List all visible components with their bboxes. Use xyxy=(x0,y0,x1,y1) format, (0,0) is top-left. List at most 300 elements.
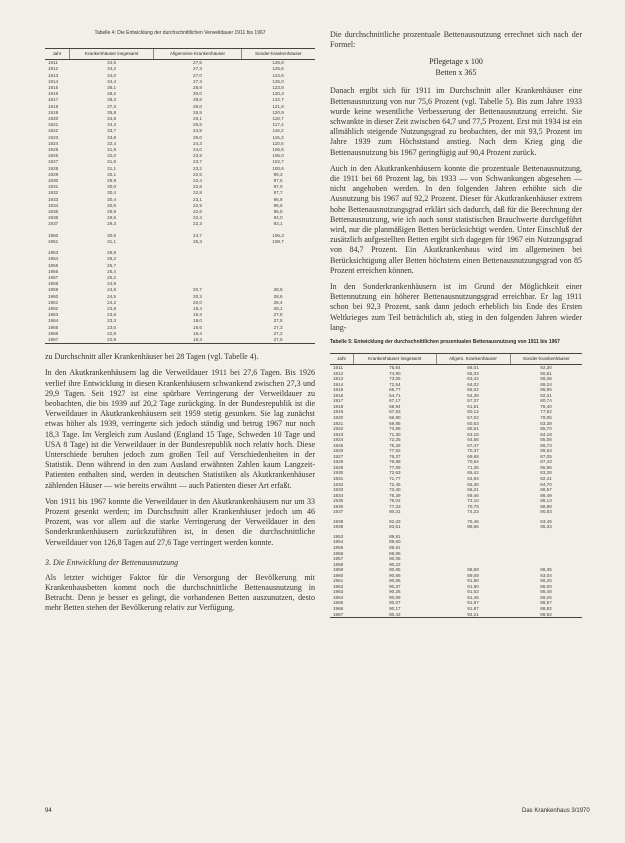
table-cell: 72,10 xyxy=(467,498,479,504)
table-4 xyxy=(45,48,315,344)
table-cell: 1954 xyxy=(333,539,344,545)
right-paragraph-2: Auch in den Akutkrankenhäusern konnte die prozentuale Bettenausnutzung, die 1911 bei 68 Prozent lag, bis 1933 — von Schwankungen abgesehen — nicht angehoben werden. In den folgenden Jahren erhöhte sich die Ausnutzung bis 1967 auf 92,2 Prozent. Dieser für Akutkrankenhäuser extrem hohe Bettenausnutzungsgrad erklärt sich dadurch, daß für die Berechnung der Bettenausnutzung, wie ich auch sonst statistischen Brauchwerte durchgeführt wird, nur die planmäßigen Betten berücksichtigt werden. Unter Einschluß der zusätzlich aufgestellten Betten ergibt sich dagegen für 1967 ein Nutzungsgrad von 84,7 Prozent. Ein Akutkrankenhaus wird im allgemeinen bei Berücksichtigung aller Betten höchstens einen Bettenausnutzungsgrad von 85 Prozent erreichen können. xyxy=(330,163,582,275)
table-cell: 89,81 xyxy=(389,544,401,550)
table-cell: 33,8 xyxy=(107,134,117,140)
table-cell: 77,52 xyxy=(540,409,552,415)
table-cell: 1921 xyxy=(48,122,59,128)
table-cell: 90,42 xyxy=(354,612,436,618)
table-cell: 1933 xyxy=(333,487,344,493)
table-cell: 1923 xyxy=(333,431,344,437)
table-cell: 38,2 xyxy=(107,91,117,97)
table-cell: 89,85 xyxy=(389,550,401,556)
table-cell: 71,35 xyxy=(467,464,479,470)
table-cell: 29,9 xyxy=(107,209,117,215)
table-cell: 70,37 xyxy=(467,448,479,454)
table-cell: 24,5 xyxy=(107,293,117,299)
table-cell: 83,28 xyxy=(540,470,552,476)
table-cell: 57,02 xyxy=(467,414,479,420)
table-cell: 99,3 xyxy=(273,171,283,177)
table-cell: 19,3 xyxy=(193,312,202,318)
table-row xyxy=(330,612,582,618)
table-cell: 24,8 xyxy=(107,287,117,293)
table-cell: 27,2 xyxy=(273,330,283,336)
table-cell: 68,94 xyxy=(389,403,401,409)
table-cell: 1953 xyxy=(333,533,344,539)
right-paragraph-3: In den Sonderkrankenhäusern ist im Grund der Möglichkeit einer Bettennutzung ein höherer Bettenausnutzungsgrad erreichbar. Er lag 1911 schon bei 92,3 Prozent, sank dann jedoch erheblich bis Ende des Ersten Weltkrieges zum Teil beträchtlich ab, stieg in den folgenden Jahren wieder lang- xyxy=(330,282,582,332)
table-5-header-total: Krankenhäuser insgesamt xyxy=(354,354,436,365)
table-cell: 25,6 xyxy=(193,122,202,128)
table-cell: 88,48 xyxy=(540,589,552,595)
table-cell: 85,70 xyxy=(540,426,552,432)
table-cell: 24,9 xyxy=(193,128,202,134)
table-cell: 1931 xyxy=(333,475,344,481)
table-cell: 93,51 xyxy=(389,524,401,530)
table-cell: 1936 xyxy=(333,503,344,509)
table-cell: 27,5 xyxy=(273,318,283,324)
table-cell: 88,88 xyxy=(540,503,552,509)
table-cell: 66,21 xyxy=(467,487,479,493)
table-cell: 65,30 xyxy=(467,481,479,487)
table-cell: 1960 xyxy=(48,293,59,299)
table-4-header-special: Sonder-krankenhäuser xyxy=(241,49,315,60)
table-cell: 75,46 xyxy=(467,518,479,524)
table-cell: 89,81 xyxy=(389,533,401,539)
table-cell: 79,05 xyxy=(540,414,552,420)
table-cell: 96,35 xyxy=(540,567,552,573)
table-cell: 118,7 xyxy=(272,116,284,122)
table-cell: 23,7 xyxy=(193,159,202,165)
table-cell: 1934 xyxy=(48,202,59,208)
table-cell: 70,54 xyxy=(467,459,479,465)
table-cell: 27,6 xyxy=(193,60,202,66)
table-cell: 1913 xyxy=(333,376,344,382)
table-cell: 37,3 xyxy=(107,103,117,109)
table-cell: 23,3 xyxy=(107,318,117,324)
table-cell: 108,7 xyxy=(272,238,284,244)
table-cell: 91,87 xyxy=(467,606,479,611)
table-cell: 1913 xyxy=(48,72,59,78)
table-cell: 89,60 xyxy=(389,539,401,545)
table-cell: 66,33 xyxy=(467,370,479,376)
table-cell: 1928 xyxy=(333,459,344,465)
table-cell: 90,56 xyxy=(389,578,401,584)
table-cell: 77,52 xyxy=(389,448,401,454)
table-cell: 34,5 xyxy=(107,60,117,66)
table-cell: 106,6 xyxy=(272,147,284,153)
table-cell: 1914 xyxy=(333,381,344,387)
table-cell: 1929 xyxy=(333,464,344,470)
left-column xyxy=(45,30,315,620)
table-cell: 28,1 xyxy=(273,305,283,311)
table-cell: 1923 xyxy=(48,134,59,140)
right-column xyxy=(330,30,582,618)
left-paragraph-0: zu Durchschnitt aller Krankenhäuser bei 28 Tagen (vgl. Tabelle 4). xyxy=(45,352,259,362)
table-cell: 72,45 xyxy=(389,481,401,487)
table-cell: 25,7 xyxy=(107,262,117,268)
table-cell: 1911 xyxy=(48,60,58,66)
right-paragraph-0: Die durchschnittliche prozentuale Bettenausnutzung errechnet sich nach der Formel: xyxy=(330,30,582,50)
table-cell: 86,57 xyxy=(540,487,552,493)
table-cell: 23,1 xyxy=(193,196,202,202)
table-cell: 1950 xyxy=(48,232,59,238)
table-cell: 83,38 xyxy=(540,420,552,426)
table-cell: 26,1 xyxy=(193,116,202,122)
table-cell: 90,22 xyxy=(389,561,401,567)
table-cell: 65,51 xyxy=(467,426,479,432)
table-cell: 32,4 xyxy=(107,140,117,146)
table-cell: 30,0 xyxy=(107,184,117,190)
table-cell: 1920 xyxy=(333,414,344,420)
table-cell: 29,3 xyxy=(107,221,117,227)
table-cell: 1954 xyxy=(48,256,59,262)
table-cell: 33,7 xyxy=(107,128,117,134)
table-cell: 125,0 xyxy=(272,78,284,84)
table-cell: 25,2 xyxy=(107,274,117,280)
table-5-body xyxy=(330,365,582,618)
table-cell: 1959 xyxy=(333,567,344,573)
table-cell: 88,49 xyxy=(540,492,552,498)
table-cell: 88,53 xyxy=(540,448,552,454)
table-4-body xyxy=(45,60,315,344)
table-cell: 77,09 xyxy=(389,464,401,470)
table-cell: 86,96 xyxy=(540,464,552,470)
table-cell: 1936 xyxy=(48,215,59,221)
table-cell: 69,85 xyxy=(389,420,401,426)
table-cell: 61,51 xyxy=(467,403,479,409)
table-cell: 90,83 xyxy=(540,509,552,515)
table-cell: 1921 xyxy=(333,420,344,426)
table-5 xyxy=(330,353,582,618)
table-cell: 91,80 xyxy=(467,578,479,584)
table-cell: 22,3 xyxy=(193,221,202,227)
table-cell: 1932 xyxy=(333,481,344,487)
table-cell: 27,8 xyxy=(273,312,283,318)
table-cell: 22,8 xyxy=(107,330,117,336)
table-cell: 26,5 xyxy=(193,109,202,115)
table-cell: 93,46 xyxy=(540,518,552,524)
table-5-header-row xyxy=(330,354,582,365)
table-cell: 32,0 xyxy=(107,153,117,159)
table-cell: 120,3 xyxy=(272,91,284,97)
table-cell: 69,68 xyxy=(467,453,479,459)
table-cell: 24,0 xyxy=(193,147,202,153)
table-cell: 27,3 xyxy=(193,66,202,72)
formula xyxy=(330,56,582,78)
table-cell: 82,31 xyxy=(540,392,552,398)
table-cell: 18,3 xyxy=(154,337,241,344)
table-cell: 24,7 xyxy=(193,232,202,238)
table-cell: 60,53 xyxy=(467,420,479,426)
table-cell: 30,4 xyxy=(107,196,117,202)
table-cell: 117,4 xyxy=(272,122,284,128)
table-cell: 34,8 xyxy=(107,116,117,122)
table-cell: 24,9 xyxy=(107,281,117,287)
table-cell: 25,4 xyxy=(107,268,117,274)
table-cell: 1932 xyxy=(48,190,59,196)
table-cell: 1964 xyxy=(48,318,59,324)
table-cell: 1939 xyxy=(333,524,344,530)
table-cell: 77,33 xyxy=(389,503,401,509)
table-cell: 34,3 xyxy=(107,122,117,128)
table-cell: 1957 xyxy=(48,274,59,280)
table-cell: 1914 xyxy=(48,78,59,84)
table-cell: 68,01 xyxy=(467,365,479,371)
table-cell: 1959 xyxy=(48,287,59,293)
table-cell: 96,8 xyxy=(273,196,283,202)
table-cell: 27,6 xyxy=(241,337,315,344)
table-cell: 92,21 xyxy=(436,612,510,618)
table-cell: 123,8 xyxy=(272,85,284,91)
table-cell: 1918 xyxy=(333,403,344,409)
table-cell: 1951 xyxy=(48,238,59,244)
table-cell: 26,6 xyxy=(107,250,117,256)
table-cell: 1917 xyxy=(333,398,344,404)
table-cell: 72,63 xyxy=(389,470,401,476)
table-cell: 1919 xyxy=(48,109,59,115)
table-cell: 1958 xyxy=(48,281,59,287)
table-cell: 121,8 xyxy=(272,103,284,109)
table-cell: 1924 xyxy=(48,140,59,146)
table-cell: 20,7 xyxy=(193,287,202,293)
table-cell: 30,4 xyxy=(107,190,117,196)
table-cell: 1935 xyxy=(333,498,344,504)
table-cell: 34,4 xyxy=(107,78,117,84)
table-cell: 1926 xyxy=(48,153,59,159)
table-cell: 120,9 xyxy=(272,109,284,115)
table-cell: 28,4 xyxy=(273,299,283,305)
table-cell: 1918 xyxy=(48,103,59,109)
table-cell: 89,25 xyxy=(540,594,552,600)
table-row xyxy=(45,60,315,67)
table-cell: 86,73 xyxy=(540,442,552,448)
table-cell: 1919 xyxy=(333,409,344,415)
table-5-header-year: Jahr xyxy=(330,354,354,365)
table-4-header-year: Jahr xyxy=(45,49,69,60)
table-cell: 85,08 xyxy=(540,437,552,443)
table-cell: 93,1 xyxy=(273,221,283,227)
table-cell: 75,28 xyxy=(389,442,401,448)
table-cell: 91,80 xyxy=(467,583,479,589)
table-cell: 1915 xyxy=(48,85,59,91)
table-cell: 90,65 xyxy=(389,567,401,573)
right-paragraph-1: Danach ergibt sich für 1911 im Durchschnitt aller Krankenhäuser eine Bettenausnutzung von nur 75,6 Prozent (vgl. Tabelle 5). Bis zum Jahre 1933 wurde keine wesentliche Verbesserung der Bettenausnutzung erreicht. Sie schwankte in dieser Zeit zwischen 64,7 und 77,5 Prozent. Erst mit 1934 ist ein allmählich steigende Nutzungsgrad zu beobachten, der mit 93,5 Prozent im Jahre 1939 zum Höchststand anstieg. Nach dem Krieg ging die Bettenausnutzung bis 1967 geringfügig auf 90,4 Prozent zurück. xyxy=(330,86,582,157)
table-cell: 105,0 xyxy=(272,153,284,159)
table-cell: 75,64 xyxy=(389,365,401,371)
table-cell: 22,4 xyxy=(193,178,202,184)
table-cell: 84,70 xyxy=(540,481,552,487)
left-paragraph-1: In den Akutkrankenhäusern lag die Verweildauer 1911 bei 27,6 Tagen. Bis 1926 verlief ihre Entwicklung in diesen Krankenhäusern schwankend zwischen 27,3 und 29,9 Tagen. Seit 1927 ist eine spürbare Verringerung der Verweildauer zu beobachten, die bis 1939 auf 20,2 Tage zurückging. In der Bundesrepublik ist die Verweildauer in Akutkrankenhäusern seit 1959 stetig gesunken. Sie lag zunächst etwas höher als 1939, verringerte sich jedoch ständig und betrug 1967 nur noch 18,3 Tage. Im Vergleich zum Ausland (England 15 Tage, Schweden 10 Tage und USA 8 Tage) ist die Verweildauer in der Bundesrepublik noch relativ hoch. Diese Unterschiede beruhen jedoch zum großen Teil auf Verschiedenheiten in der Statistik. Denn während in den zum Ausland erwähnten Zahlen kaum Langzeit-Patienten enthalten sind, werden in deutschen Statistiken als Akutkrankenhäuser zählenden Häuser — wie bereits erwähnt — auch Patienten dieser Art erfaßt. xyxy=(45,368,315,490)
table-cell: 1915 xyxy=(333,387,344,393)
table-cell: 90,65 xyxy=(389,572,401,578)
table-cell: 54,39 xyxy=(467,392,479,398)
table-cell: 91,45 xyxy=(467,594,479,600)
table-cell: 92,30 xyxy=(540,365,552,371)
formula-denominator: Betten x 365 xyxy=(435,68,477,78)
table-cell: 86,95 xyxy=(540,387,552,393)
table-cell: 124,6 xyxy=(272,72,284,78)
table-cell: 73,40 xyxy=(389,487,401,493)
table-cell: 70,75 xyxy=(467,503,479,509)
table-cell: 90,09 xyxy=(389,594,401,600)
table-cell: 1917 xyxy=(48,97,59,103)
table-cell: 55,02 xyxy=(467,387,479,393)
table-cell: 31,1 xyxy=(107,165,117,171)
table-cell: 122,7 xyxy=(272,97,284,103)
table-cell: 116,2 xyxy=(272,128,284,134)
table-cell: 64,02 xyxy=(467,381,479,387)
table-cell: 90,05 xyxy=(389,556,401,562)
table-cell: 35,8 xyxy=(107,109,117,115)
table-cell: 1916 xyxy=(48,91,59,97)
table-cell: 1967 xyxy=(330,612,354,618)
table-cell: 1937 xyxy=(333,509,344,515)
table-cell: 1955 xyxy=(48,262,59,268)
table-cell: 57,37 xyxy=(467,398,479,404)
table-cell: 64,94 xyxy=(467,475,479,481)
table-cell: 76,37 xyxy=(389,453,401,459)
table-cell: 97,7 xyxy=(273,190,283,196)
table-cell: 23,9 xyxy=(193,153,202,159)
table-cell: 90,17 xyxy=(389,606,401,611)
table-cell: 22,6 xyxy=(193,184,202,190)
table-cell: 27,3 xyxy=(273,324,283,330)
table-cell: 20,3 xyxy=(193,293,202,299)
table-cell: 24,3 xyxy=(193,140,202,146)
table-cell: 97,6 xyxy=(273,178,283,184)
table-4-caption: Tabelle 4: Die Entwicklung der durchschnittlichen Verweildauer 1911 bis 1967 xyxy=(94,30,266,36)
table-cell: 29,9 xyxy=(107,178,117,184)
table-cell: 90,37 xyxy=(389,583,401,589)
table-cell: 89,24 xyxy=(540,381,552,387)
table-cell: 29,6 xyxy=(107,215,117,221)
table-cell: 64,71 xyxy=(389,392,401,398)
table-row xyxy=(45,337,315,344)
table-cell: 30,0 xyxy=(193,91,202,97)
table-cell: 91,97 xyxy=(467,600,479,606)
table-cell: 126,8 xyxy=(272,60,284,66)
table-cell: 125,6 xyxy=(272,66,284,72)
table-cell: 60,12 xyxy=(467,409,479,415)
table-cell: 30,1 xyxy=(107,171,117,177)
table-cell: 84,18 xyxy=(540,431,552,437)
left-paragraph-3: Als letzter wichtiger Faktor für die Versorgung der Bevölkerung mit Krankenhausbetten kommt noch die durchschnittliche Bettenausnutzung in Betracht. Denn je besser es gelingt, die vorhandenen Betten auszunutzen, desto mehr Betten stehen der Bevölkerung relativ zur Verfügung. xyxy=(45,572,315,613)
table-cell: 82,33 xyxy=(389,518,401,524)
table-5-header-special: Sonder-krankenhäuser xyxy=(510,354,582,365)
table-cell: 1961 xyxy=(333,578,344,584)
table-cell: 100,6 xyxy=(272,165,284,171)
table-cell: 82,41 xyxy=(540,475,552,481)
table-cell: 1962 xyxy=(333,583,344,589)
table-cell: 76,39 xyxy=(389,492,401,498)
table-cell: 1965 xyxy=(48,324,59,330)
table-cell: 115,3 xyxy=(272,134,284,140)
table-cell: 91,52 xyxy=(467,589,479,595)
table-cell: 89,38 xyxy=(540,376,552,382)
table-cell: 1925 xyxy=(333,442,344,448)
table-cell: 1963 xyxy=(333,589,344,595)
table-cell: 64,56 xyxy=(467,437,479,443)
table-5-header-general: Allgem. Krankenhäuser xyxy=(436,354,510,365)
table-cell: 34,0 xyxy=(107,72,117,78)
table-cell: 1931 xyxy=(48,184,59,190)
table-cell: 25,0 xyxy=(193,134,202,140)
table-cell: 88,57 xyxy=(540,600,552,606)
table-cell: 1911 xyxy=(333,365,343,371)
table-cell: 88,69 xyxy=(467,567,479,573)
table-cell: 1912 xyxy=(333,370,344,376)
table-cell: 1920 xyxy=(48,116,59,122)
table-cell: 1933 xyxy=(48,196,59,202)
table-cell: 27,0 xyxy=(193,72,202,78)
table-cell: 1924 xyxy=(333,437,344,443)
table-cell: 31,6 xyxy=(107,159,117,165)
table-cell: 66,42 xyxy=(467,470,479,476)
table-cell: 23,0 xyxy=(107,324,117,330)
table-cell: 18,4 xyxy=(193,330,202,336)
table-cell: 1930 xyxy=(48,178,59,184)
table-cell: 1916 xyxy=(333,392,344,398)
table-cell: 1927 xyxy=(48,159,59,165)
table-cell: 31,1 xyxy=(107,238,117,244)
page-number: 94 xyxy=(45,808,52,814)
table-cell: 28,0 xyxy=(193,103,202,109)
table-cell: 18,6 xyxy=(193,324,202,330)
table-cell: 26,2 xyxy=(107,256,117,262)
table-cell: 24,2 xyxy=(107,299,117,305)
table-cell: 19,0 xyxy=(193,318,202,324)
table-cell: 71,30 xyxy=(389,431,401,437)
table-cell: 28,8 xyxy=(273,287,283,293)
table-cell: 102,7 xyxy=(272,159,284,165)
table-cell: 1925 xyxy=(48,147,59,153)
table-cell: 1964 xyxy=(333,594,344,600)
table-cell: 89,09 xyxy=(467,572,479,578)
table-cell: 87,05 xyxy=(540,453,552,459)
table-cell: 1963 xyxy=(48,312,59,318)
table-5-caption: Tabelle 5: Entwicklung der durchschnittlichen prozentualen Bettenausnutzung von 1911 bis 1967 xyxy=(330,339,560,346)
table-cell: 94,0 xyxy=(273,215,283,221)
table-cell: 63,15 xyxy=(467,431,479,437)
table-cell: 74,23 xyxy=(467,509,479,515)
table-cell: 69,46 xyxy=(467,492,479,498)
table-cell: 1956 xyxy=(48,268,59,274)
table-cell: 88,13 xyxy=(540,498,552,504)
table-4-header-total: Krankenhäuser insgesamt xyxy=(69,49,154,60)
table-cell: 88,65 xyxy=(467,524,479,530)
table-cell: 1955 xyxy=(333,544,344,550)
journal-name: Das Krankenhaus 3/1970 xyxy=(522,808,590,814)
table-cell: 1967 xyxy=(45,337,69,344)
table-cell: 25,3 xyxy=(193,238,202,244)
table-cell: 28,9 xyxy=(193,85,202,91)
table-cell: 22,8 xyxy=(193,190,202,196)
table-cell: 66,90 xyxy=(389,414,401,420)
table-cell: 67,53 xyxy=(389,409,401,415)
table-cell: 1962 xyxy=(48,305,59,311)
table-cell: 1966 xyxy=(48,330,59,336)
table-cell: 78,02 xyxy=(389,498,401,504)
table-cell: 73,88 xyxy=(389,426,401,432)
table-cell: 1929 xyxy=(48,171,59,177)
table-cell: 1937 xyxy=(48,221,59,227)
table-cell: 63,42 xyxy=(467,376,479,382)
table-cell: 1912 xyxy=(48,66,59,72)
table-cell: 31,9 xyxy=(107,147,117,153)
table-cell: 1930 xyxy=(333,470,344,476)
table-cell: 67,17 xyxy=(389,398,401,404)
table-cell: 90,26 xyxy=(389,589,401,595)
table-cell: 87,43 xyxy=(540,459,552,465)
